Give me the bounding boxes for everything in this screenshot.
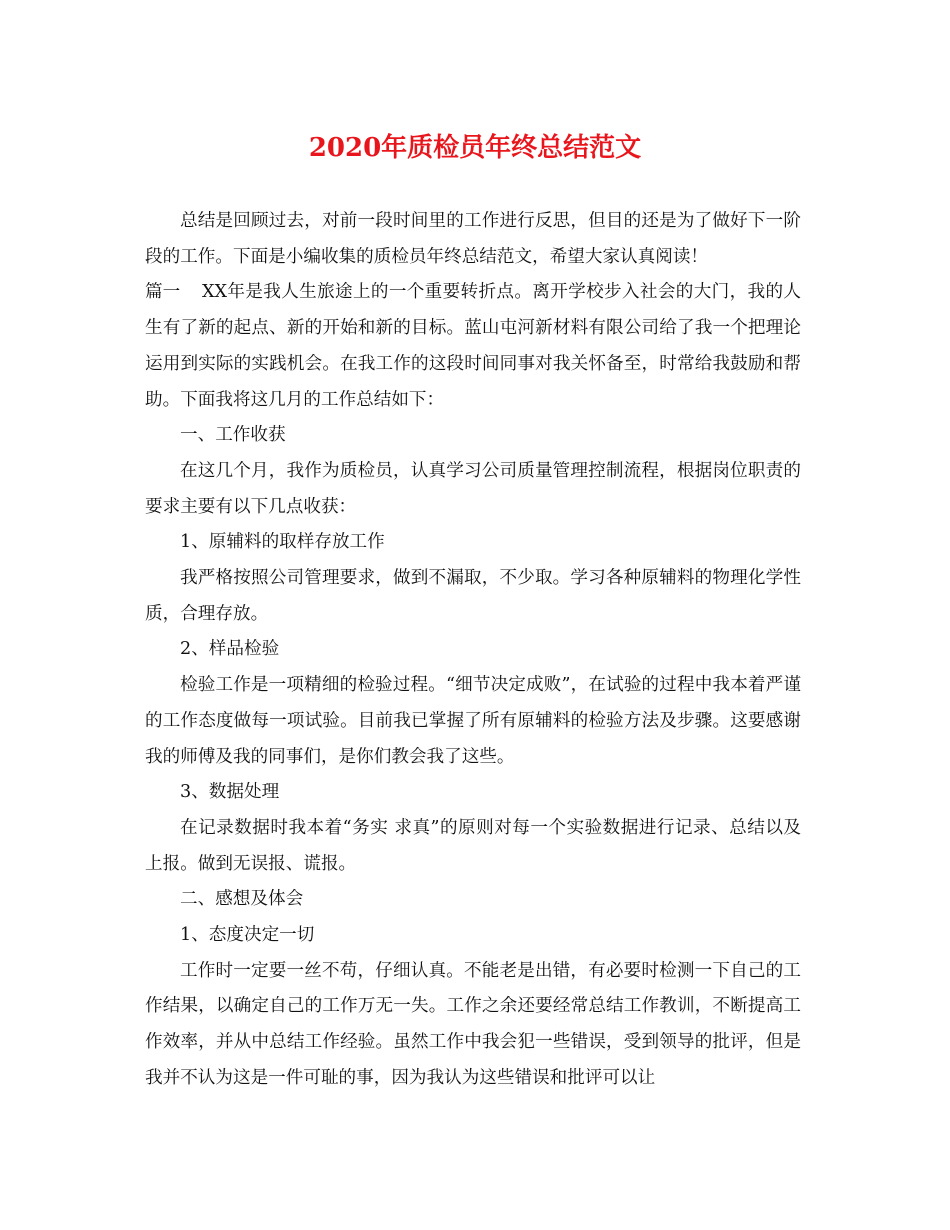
part-one-paragraph <box>145 275 801 418</box>
paragraph: 我严格按照公司管理要求，做到不漏取，不少取。学习各种原辅料的物理化学性质，合理存放。 <box>145 568 801 624</box>
paragraph: 在记录数据时我本着“务实 求真”的原则对每一个实验数据进行记录、总结以及上报。做到无误报、谎报。 <box>145 817 801 874</box>
intro-paragraph: 总结是回顾过去，对前一段时间里的工作进行反思，但目的还是为了做好下一阶段的工作。下面是小编收集的质检员年终总结范文，希望大家认真阅读！ <box>145 211 801 267</box>
subheading: 1、态度决定一切 <box>180 925 315 946</box>
paragraph: 检验工作是一项精细的检验过程。“细节决定成败”，在试验的过程中我本着严谨的工作态度做每一项试验。目前我已掌握了所有原辅料的检验方法及步骤。这要感谢我的师傅及我的同事们，是你们教会我了这些。 <box>145 675 801 767</box>
subheading: 1、原辅料的取样存放工作 <box>180 532 385 553</box>
subheading: 3、数据处理 <box>180 782 280 803</box>
section-heading-2: 二、感想及体会 <box>180 889 304 910</box>
document-body <box>145 204 801 1097</box>
subheading: 2、样品检验 <box>180 639 280 660</box>
part-label: 篇一 <box>145 282 181 303</box>
paragraph: 在这几个月，我作为质检员，认真学习公司质量管理控制流程，根据岗位职责的要求主要有以下几点收获： <box>145 460 801 517</box>
section-heading-1: 一、工作收获 <box>180 425 286 446</box>
document-title: 2020年质检员年终总结范文 <box>308 133 642 163</box>
paragraph: 工作时一定要一丝不苟，仔细认真。不能老是出错，有必要时检测一下自己的工作结果，以确定自己的工作万无一失。工作之余还要经常总结工作教训，不断提高工作效率，并从中总结工作经验。虽然工作中我会犯一些错误，受到领导的批评，但是我并不认为这是一件可耻的事，因为我认为这些错误和批评可以让 <box>145 960 801 1088</box>
part-text: XX年是我人生旅途上的一个重要转折点。离开学校步入社会的大门，我的人生有了新的起点、新的开始和新的目标。蓝山屯河新材料有限公司给了我一个把理论运用到实际的实践机会。在我工作的这段时间同事对我关怀备至，时常给我鼓励和帮助。下面我将这几月的工作总结如下： <box>145 282 801 410</box>
